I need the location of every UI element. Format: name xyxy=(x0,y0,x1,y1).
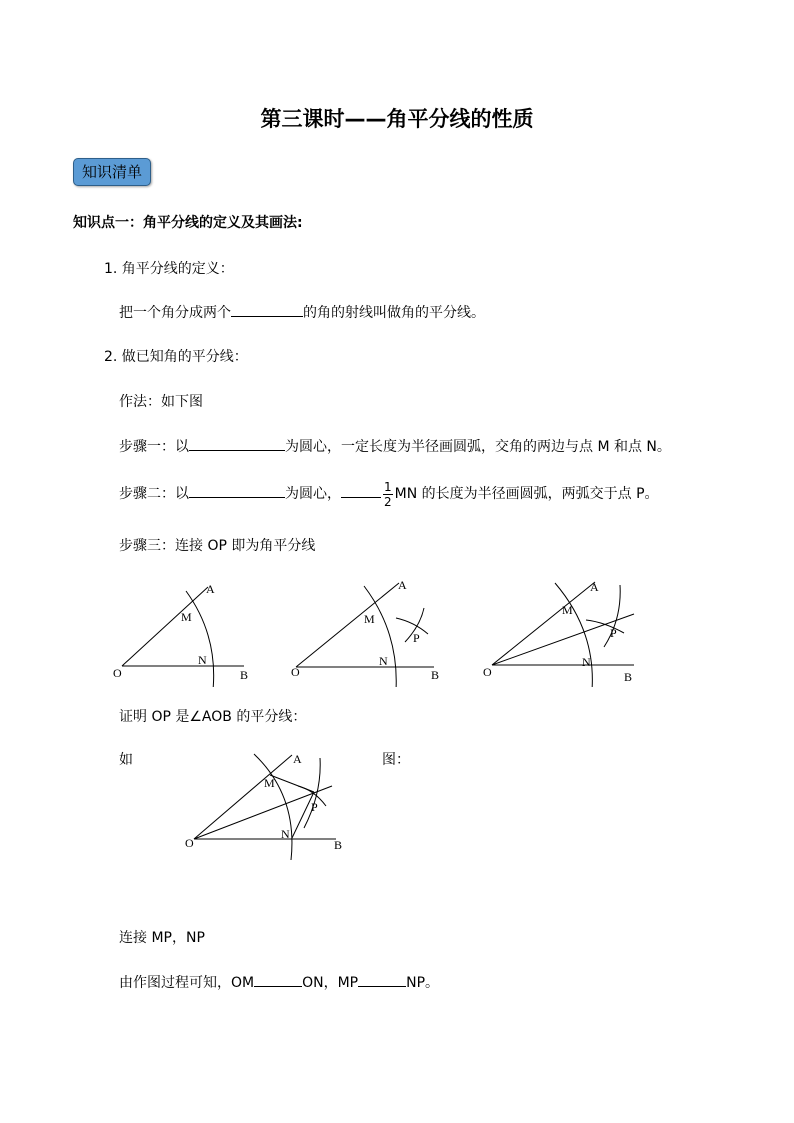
arc-mn xyxy=(254,754,292,860)
fraction-numerator: 1 xyxy=(384,479,392,494)
figure-step-3 xyxy=(478,575,643,687)
step-2-text-after: MN 的长度为半径画圆弧，两弧交于点 P。 xyxy=(394,486,659,502)
label-p: P xyxy=(610,626,617,640)
figure-step-1 xyxy=(108,575,268,687)
item-1-heading: 1. 角平分线的定义： xyxy=(104,261,234,277)
step-2-line xyxy=(119,474,659,514)
caption-ru: 如 xyxy=(119,752,133,768)
definition-line xyxy=(119,302,485,322)
method-line: 作法：如下图 xyxy=(119,394,203,410)
label-o: O xyxy=(113,666,122,680)
ray-oa xyxy=(492,582,595,665)
definition-text-after: 的角的射线叫做角的平分线。 xyxy=(303,305,485,321)
label-p: P xyxy=(413,631,420,645)
item-2-heading: 2. 做已知角的平分线： xyxy=(104,349,248,365)
caption-tu: 图： xyxy=(382,752,410,768)
om-on-blank[interactable] xyxy=(254,972,302,987)
label-b: B xyxy=(624,670,633,684)
ray-oa xyxy=(194,755,292,839)
step-2-ratio-blank[interactable] xyxy=(341,483,381,498)
label-m: M xyxy=(562,603,573,617)
label-a: A xyxy=(206,582,215,596)
segment-np xyxy=(292,792,314,838)
label-n: N xyxy=(198,653,207,667)
conclusion-text-1: 由作图过程可知，OM xyxy=(119,975,255,991)
ray-oa xyxy=(122,587,208,666)
step-1-text-after: 为圆心，一定长度为半径画圆弧，交角的两边与点 M 和点 N。 xyxy=(285,439,671,455)
arc-mn xyxy=(186,591,214,687)
label-b: B xyxy=(431,668,440,682)
label-m: M xyxy=(264,776,275,790)
label-p: P xyxy=(311,800,318,814)
connect-line: 连接 MP，NP xyxy=(119,930,205,946)
step-1-blank[interactable] xyxy=(189,436,285,451)
mp-np-blank[interactable] xyxy=(358,972,406,987)
page-title: 第三课时——角平分线的性质 xyxy=(260,107,534,131)
label-n: N xyxy=(379,654,388,668)
definition-text-before: 把一个角分成两个 xyxy=(119,305,231,321)
section-badge: 知识清单 xyxy=(73,158,151,186)
step-2-center-blank[interactable] xyxy=(189,483,285,498)
arc-from-m xyxy=(586,620,624,633)
knowledge-point-heading: 知识点一：角平分线的定义及其画法: xyxy=(73,215,303,231)
step-2-text-mid: 为圆心， xyxy=(285,486,341,502)
arc-mn xyxy=(364,586,396,687)
label-m: M xyxy=(364,612,375,626)
label-o: O xyxy=(291,665,300,679)
label-n: N xyxy=(281,827,290,841)
conclusion-line xyxy=(119,972,439,992)
label-b: B xyxy=(334,838,343,852)
label-a: A xyxy=(293,752,302,766)
label-o: O xyxy=(185,836,194,850)
label-n: N xyxy=(582,655,591,669)
label-a: A xyxy=(398,578,407,592)
definition-blank[interactable] xyxy=(231,302,303,317)
fraction-one-half xyxy=(383,480,393,509)
figure-proof xyxy=(180,748,350,863)
step-3-line: 步骤三：连接 OP 即为角平分线 xyxy=(119,538,316,554)
label-a: A xyxy=(590,580,599,594)
step-1-text-before: 步骤一：以 xyxy=(119,439,189,455)
step-2-text-before: 步骤二：以 xyxy=(119,486,189,502)
step-1-line xyxy=(119,436,671,456)
label-o: O xyxy=(483,665,492,679)
label-m: M xyxy=(181,610,192,624)
conclusion-text-3: NP。 xyxy=(406,975,440,991)
arc-from-m xyxy=(396,618,428,634)
conclusion-text-2: ON，MP xyxy=(302,975,359,991)
proof-intro: 证明 OP 是∠AOB 的平分线： xyxy=(119,709,307,725)
figure-step-2 xyxy=(286,572,446,687)
fraction-denominator: 2 xyxy=(384,494,392,509)
label-b: B xyxy=(240,668,249,682)
arc-from-n xyxy=(304,758,320,828)
